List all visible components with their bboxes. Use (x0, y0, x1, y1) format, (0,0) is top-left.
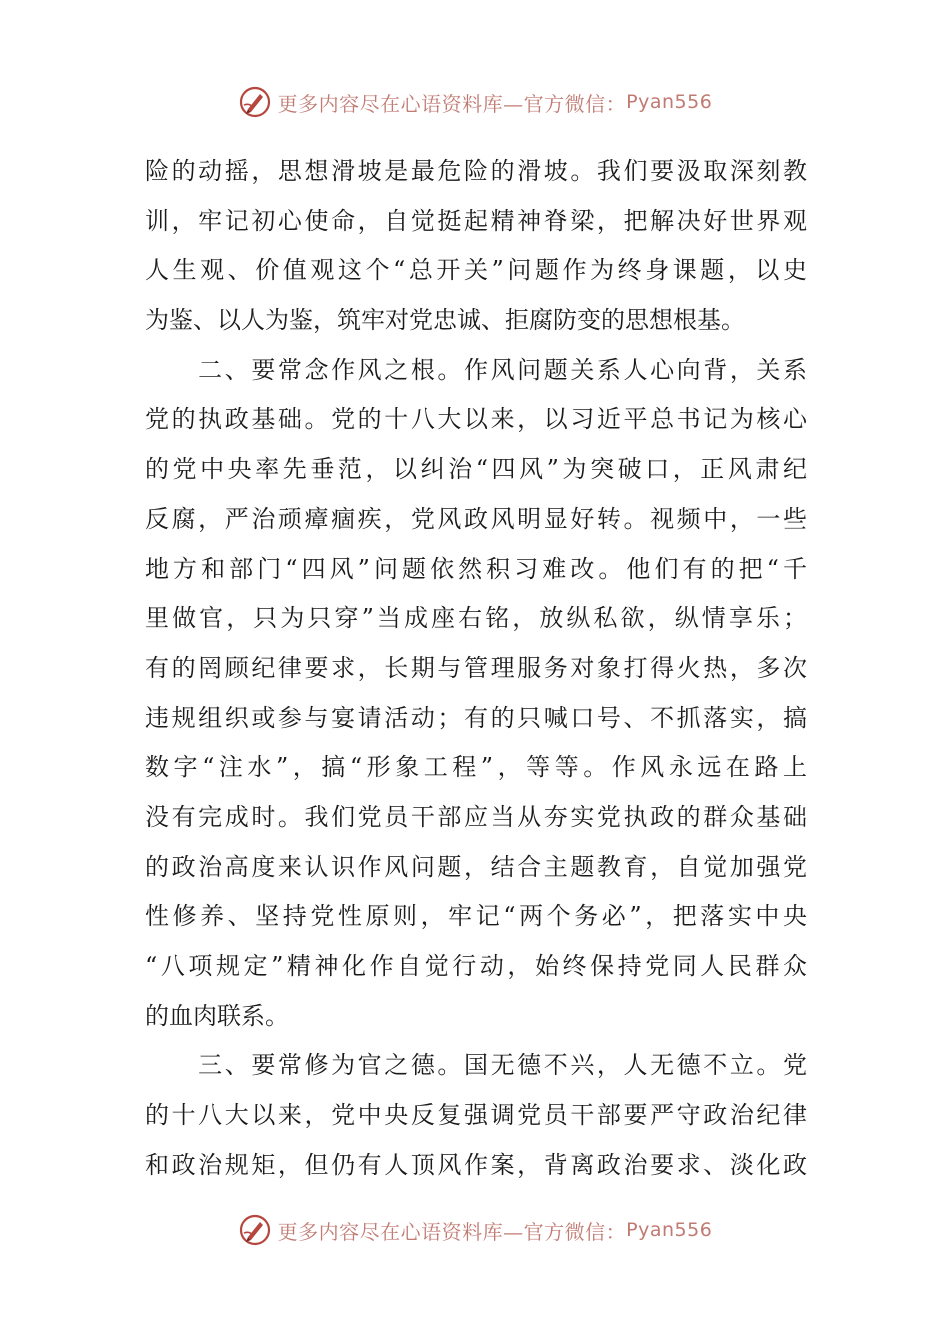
text-line: 性修养、坚持党性原则，牢记“两个务必”，把落实中央 (145, 902, 807, 931)
text-line: 有的罔顾纪律要求，长期与管理服务对象打得火热，多次 (145, 653, 807, 682)
header-watermark-banner (0, 80, 950, 124)
text-line: 地方和部门“四风”问题依然积习难改。他们有的把“千 (145, 554, 807, 583)
pen-logo-icon (238, 85, 272, 119)
text-line: 的政治高度来认识作风问题，结合主题教育，自觉加强党 (145, 852, 807, 881)
text-line: 险的动摇，思想滑坡是最危险的滑坡。我们要汲取深刻教 (145, 157, 807, 185)
text-line: 的血肉联系。 (145, 1001, 289, 1030)
text-line: 为鉴、以人为鉴，筑牢对党忠诚、拒腐防变的思想根基。 (145, 306, 745, 335)
text-line: 数字“注水”，搞“形象工程”，等等。作风永远在路上 (145, 753, 807, 782)
text-line: 三、要常修为官之德。国无德不兴，人无德不立。党 (145, 1051, 807, 1080)
footer-watermark-banner (0, 1208, 950, 1252)
text-line: 的党中央率先垂范，以纠治“四风”为突破口，正风肃纪 (145, 455, 807, 484)
text-line: 和政治规矩，但仍有人顶风作案，背离政治要求、淡化政 (145, 1150, 807, 1179)
text-line: 的十八大以来，党中央反复强调党员干部要严守政治纪律 (145, 1101, 807, 1130)
text-line: 里做官，只为只穿”当成座右铭，放纵私欲，纵情享乐； (145, 604, 807, 633)
text-line: 二、要常念作风之根。作风问题关系人心向背，关系 (145, 355, 807, 384)
text-line: 没有完成时。我们党员干部应当从夯实党执政的群众基础 (145, 802, 807, 831)
text-line: 党的执政基础。党的十八大以来，以习近平总书记为核心 (145, 405, 807, 434)
banner-text: 更多内容尽在心语资料库—官方微信： (277, 91, 627, 116)
text-line: 违规组织或参与宴请活动；有的只喊口号、不抓落实，搞 (145, 703, 807, 732)
banner-wechat-id: Pyan556 (626, 1219, 713, 1241)
text-line: 反腐，严治顽瘴痼疾，党风政风明显好转。视频中，一些 (145, 504, 807, 533)
pen-logo-icon (238, 1213, 272, 1247)
text-line: 训，牢记初心使命，自觉挺起精神脊梁，把解决好世界观 (145, 206, 807, 235)
banner-text: 更多内容尽在心语资料库—官方微信： (277, 1219, 627, 1244)
text-line: 人生观、价值观这个“总开关”问题作为终身课题，以史 (145, 256, 807, 285)
document-body (145, 147, 807, 1190)
banner-wechat-id: Pyan556 (626, 91, 713, 113)
text-line: “八项规定”精神化作自觉行动，始终保持党同人民群众 (145, 952, 807, 980)
